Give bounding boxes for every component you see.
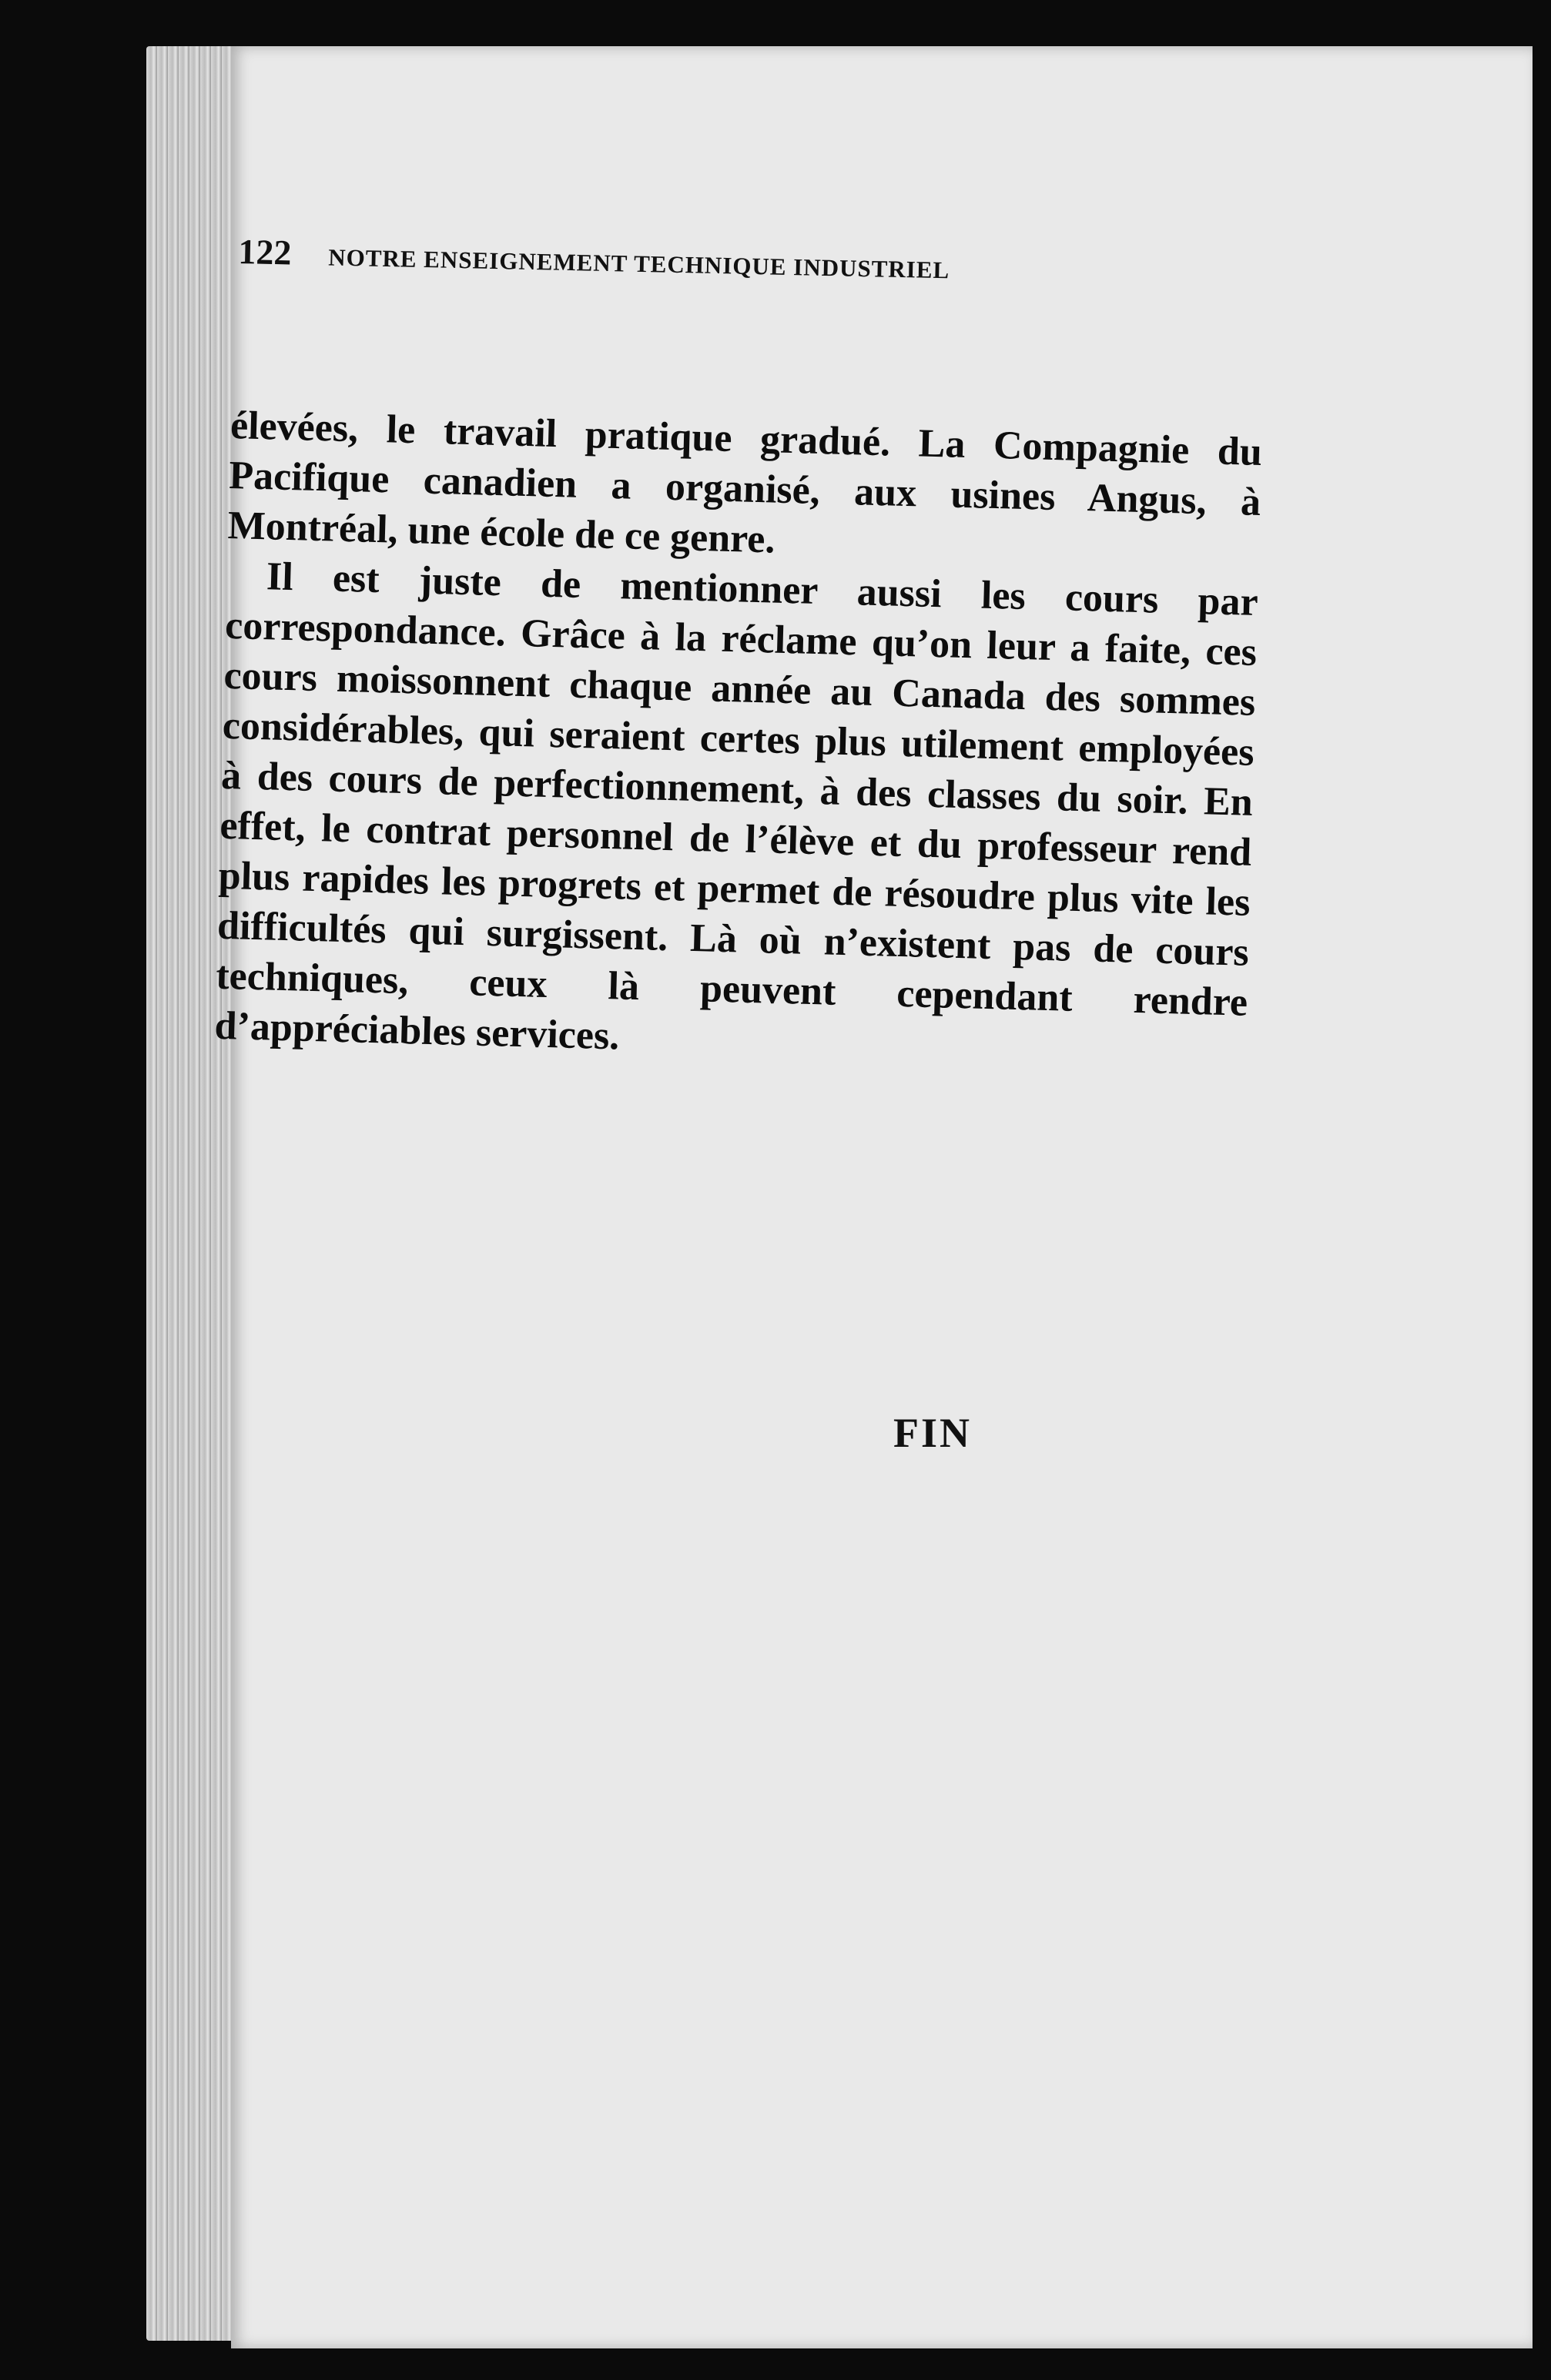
paragraph-2: Il est juste de mentionner aussi les cours par correspondance. Grâce à la réclame qu’on leur a faite, ces cours moissonnent chaque année au Canada des sommes considérables, qui seraient certes plus utilement employées à des cours de perfectionnement, à des classes du soir. En effet, le contrat personnel de l’élève et du professeur rend plus rapides les progrets et permet de résoudre plus vite les difficultés qui surgissent. Là où n’existent pas de cours techniques, ceux là peuvent cependant rendre d’appréciables services. [213,554,1259,1059]
paragraph-1: élevées, le travail pratique gradué. La Compagnie du Pacifique canadien a organisé, aux usines Angus, à Montréal, une école de ce genre. [227,403,1263,562]
running-head: NOTRE ENSEIGNEMENT TECHNIQUE INDUSTRIEL [327,243,950,284]
end-mark: FIN [893,1410,972,1456]
body-text [214,400,1263,1078]
book-page [231,46,1533,2348]
page-number: 122 [237,231,292,273]
